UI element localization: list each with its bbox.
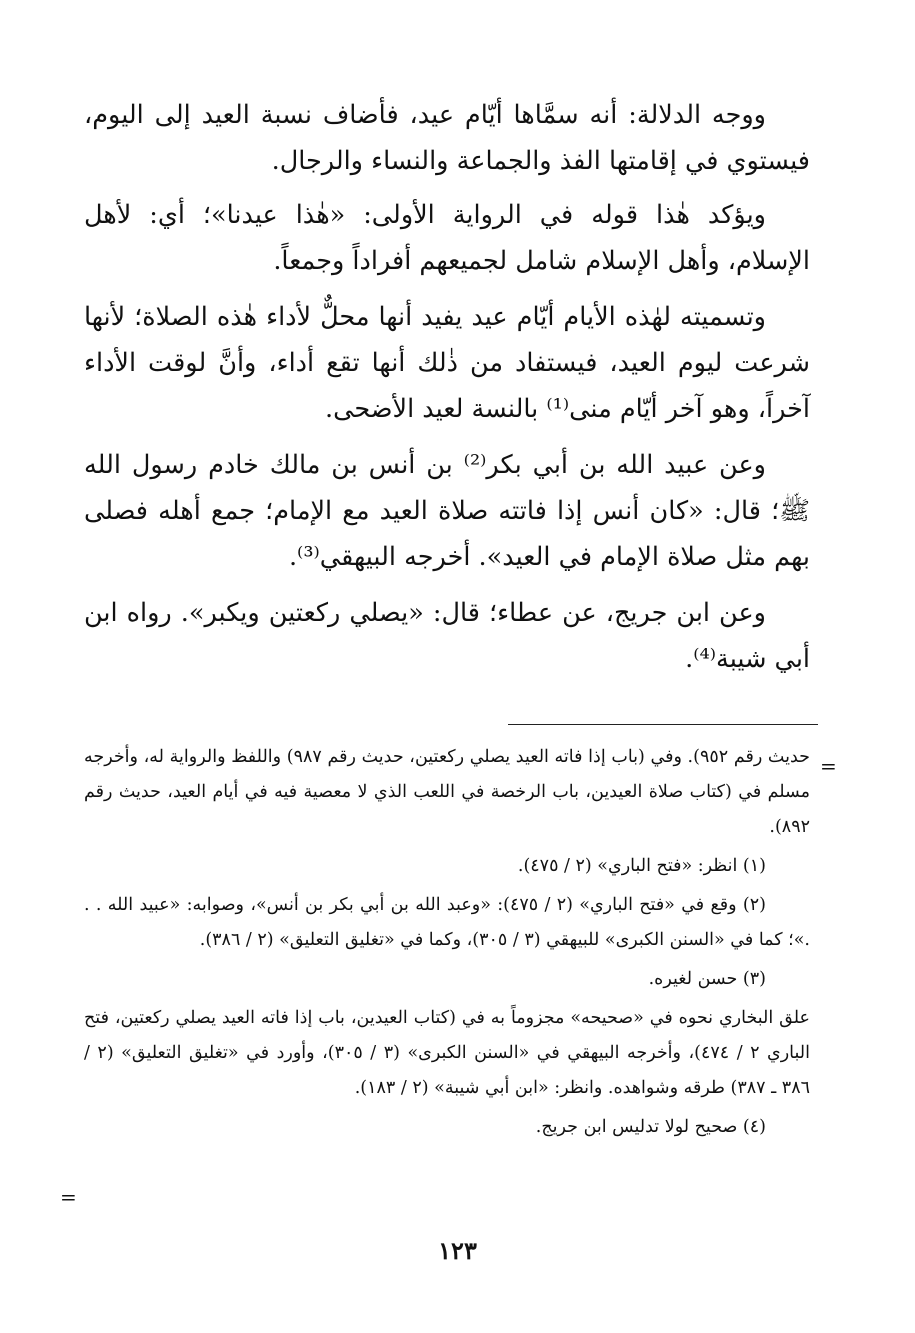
footnote-2: (٢) وقع في «فتح الباري» (٢ / ٤٧٥): «وعبد الله بن أبي بكر بن أنس»، وصوابه: «عبيد الله . . .»؛ كما في «السنن الكبرى» للبيهقي (٣ / ٣٠٥)، وكما في «تغليق التعليق» (٢ / ٣٨٦).: [84, 895, 810, 950]
paragraph-3: وتسميته لهٰذه الأيام أيّام عيد يفيد أنها محلٌّ لأداء هٰذه الصلاة؛ لأنها شرعت ليوم العيد، فيستفاد من ذٰلك أنها تقع أداء، وأنَّ لوقت الأداء آخراً، وهو آخر أيّام منى⁽¹⁾ بالنسة لعيد الأضحى.: [84, 302, 810, 424]
footnote-separator: [508, 724, 818, 725]
paragraph-2: ويؤكد هٰذا قوله في الرواية الأولى: «هٰذا عيدنا»؛ أي: لأهل الإسلام، وأهل الإسلام شامل لجميعهم أفراداً وجمعاً.: [84, 200, 810, 276]
page-number: ١٢٣: [438, 1236, 477, 1265]
footnotes: [84, 740, 810, 1149]
continuation-marker-top: =: [820, 754, 837, 778]
footnote-3-detail: علق البخاري نحوه في «صحيحه» مجزوماً به في (كتاب العيدين، باب إذا فاته العيد يصلي ركعتين، فتح الباري ٢ / ٤٧٤)، وأخرجه البيهقي في «السنن الكبرى» (٣ / ٣٠٥)، وأورد في «تغليق التعليق» (٢ / ٣٨٦ ـ ٣٨٧) طرقه وشواهده. وانظر: «ابن أبي شيبة» (٢ / ١٨٣).: [84, 1008, 810, 1098]
footnote-1: (١) انظر: «فتح الباري» (٢ / ٤٧٥).: [517, 856, 766, 876]
continuation-marker-bottom: =: [60, 1185, 77, 1209]
footnote-4: (٤) صحيح لولا تدليس ابن جريج.: [535, 1117, 766, 1137]
paragraph-5: وعن ابن جريج، عن عطاء؛ قال: «يصلي ركعتين ويكبر». رواه ابن أبي شيبة⁽⁴⁾.: [84, 598, 810, 674]
paragraph-1: ووجه الدلالة: أنه سمَّاها أيّام عيد، فأضاف نسبة العيد إلى اليوم، فيستوي في إقامتها الفذ والجماعة والنساء والرجال.: [84, 100, 810, 176]
footnote-3: (٣) حسن لغيره.: [648, 969, 766, 989]
footnote-continued: حديث رقم ٩٥٢). وفي (باب إذا فاته العيد يصلي ركعتين، حديث رقم ٩٨٧) واللفظ والرواية له، وأخرجه مسلم في (كتاب صلاة العيدين، باب الرخصة في اللعب الذي لا معصية فيه في أيام العيد، حديث رقم ٨٩٢).: [84, 747, 810, 837]
paragraph-4: وعن عبيد الله بن أبي بكر⁽²⁾ بن أنس بن مالك خادم رسول الله ﷺ؛ قال: «كان أنس إذا فاتته صلاة العيد مع الإمام؛ جمع أهله فصلى بهم مثل صلاة الإمام في العيد». أخرجه البيهقي⁽³⁾.: [84, 450, 810, 572]
main-text: [84, 92, 810, 692]
